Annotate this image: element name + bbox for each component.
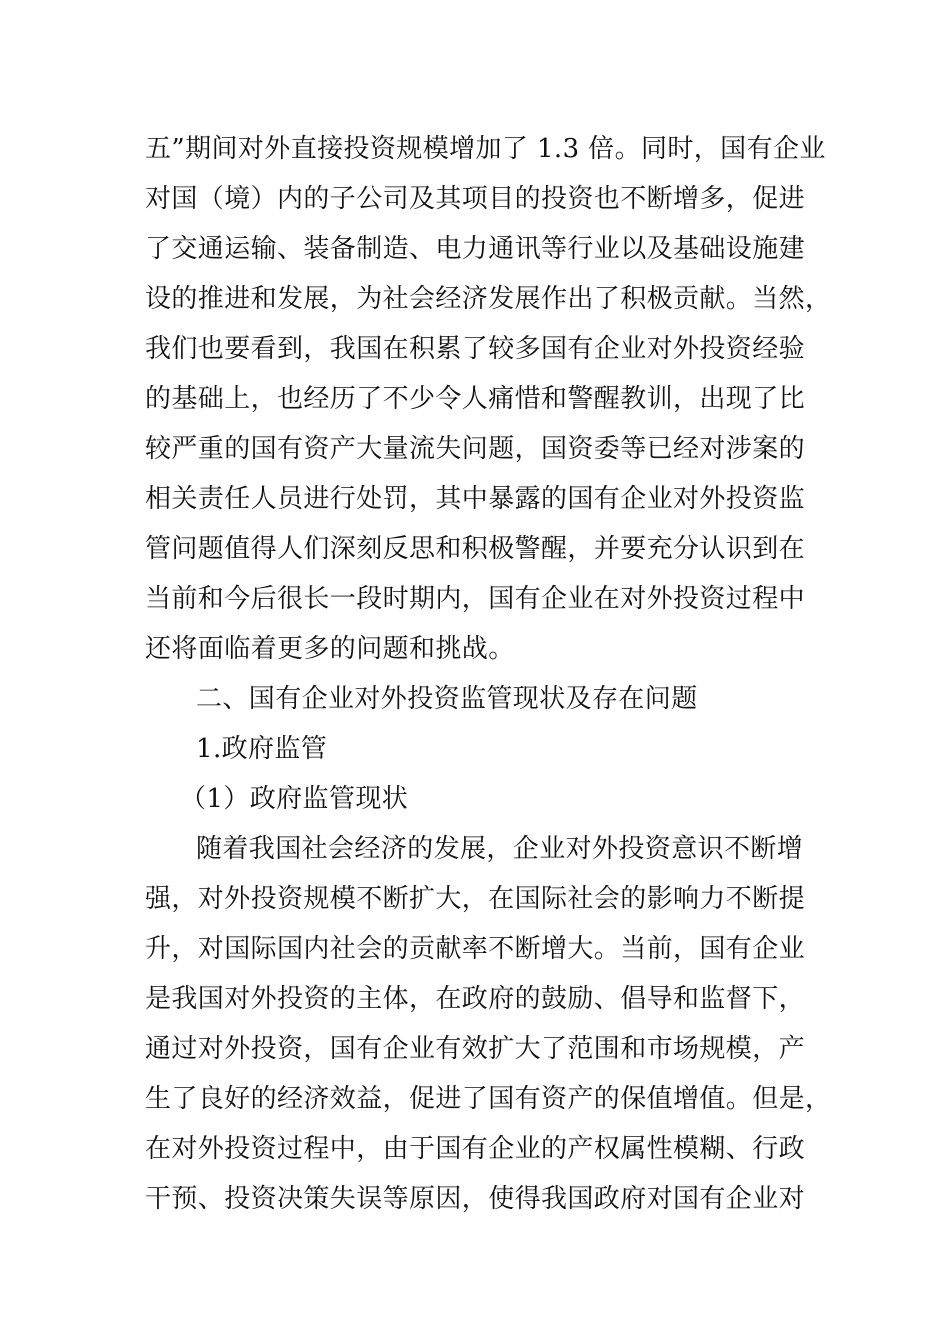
text-line: 对国（境）内的子公司及其项目的投资也不断增多，促进	[145, 184, 806, 214]
text-line: 还将面临着更多的问题和挑战。	[145, 634, 515, 664]
text-line: 五”期间对外直接投资规模增加了 1.3 倍。同时，国有企业	[145, 134, 826, 164]
text-line: 干预、投资决策失误等原因，使得我国政府对国有企业对	[145, 1184, 806, 1214]
text-line: 的基础上，也经历了不少令人痛惜和警醒教训，出现了比	[145, 384, 806, 414]
text-line: 我们也要看到，我国在积累了较多国有企业对外投资经验	[145, 334, 806, 364]
text-line: 较严重的国有资产大量流失问题，国资委等已经对涉案的	[145, 434, 806, 464]
text-line: 了交通运输、装备制造、电力通讯等行业以及基础设施建	[145, 234, 806, 264]
text-line: 在对外投资过程中，由于国有企业的产权属性模糊、行政	[145, 1134, 806, 1164]
subsection-heading: 1.政府监管	[196, 734, 328, 764]
text-line: 相关责任人员进行处罚，其中暴露的国有企业对外投资监	[145, 484, 806, 514]
subsubsection-heading: （1）政府监管现状	[180, 784, 409, 814]
text-line: 当前和今后很长一段时期内，国有企业在对外投资过程中	[145, 584, 806, 614]
text-line: 管问题值得人们深刻反思和积极警醒，并要充分认识到在	[145, 534, 806, 564]
text-line: 随着我国社会经济的发展，企业对外投资意识不断增	[196, 834, 804, 864]
text-line: 强，对外投资规模不断扩大，在国际社会的影响力不断提	[145, 884, 806, 914]
section-heading: 二、国有企业对外投资监管现状及存在问题	[196, 684, 698, 714]
text-line: 生了良好的经济效益，促进了国有资产的保值增值。但是，	[145, 1084, 832, 1114]
text-line: 是我国对外投资的主体，在政府的鼓励、倡导和监督下，	[145, 984, 806, 1014]
text-line: 通过对外投资，国有企业有效扩大了范围和市场规模，产	[145, 1034, 806, 1064]
text-line: 升，对国际国内社会的贡献率不断增大。当前，国有企业	[145, 934, 806, 964]
text-line: 设的推进和发展，为社会经济发展作出了积极贡献。当然，	[145, 284, 832, 314]
